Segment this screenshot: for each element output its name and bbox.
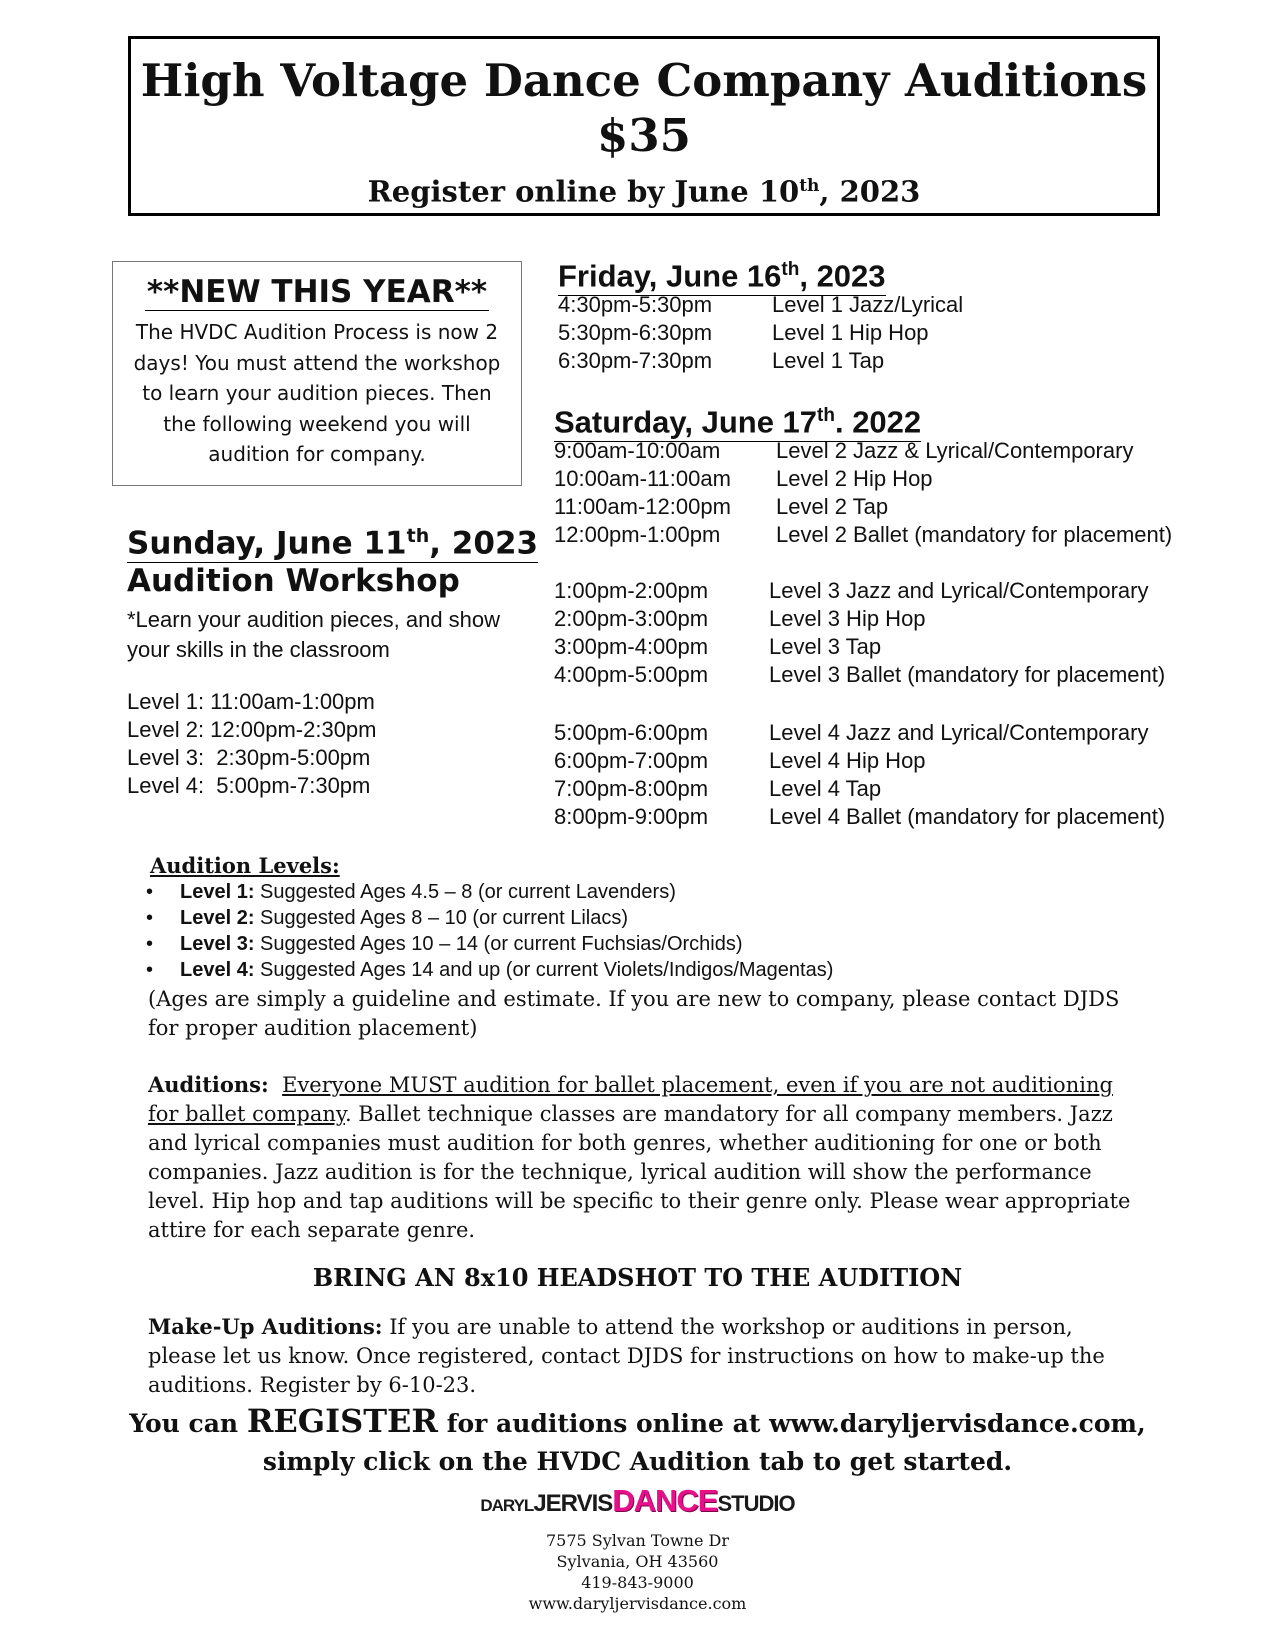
headshot-notice: BRING AN 8x10 HEADSHOT TO THE AUDITION — [312, 1263, 963, 1292]
registration-deadline-sup: th — [799, 176, 820, 196]
register-pre: You can — [129, 1409, 247, 1438]
page-title: High Voltage Dance Company Auditions — [140, 54, 1148, 107]
makeup-label: Make-Up Auditions: — [148, 1314, 383, 1339]
workshop-level-time: Level 1: 11:00am-1:00pm — [127, 689, 375, 714]
makeup-body: If you are unable to attend the workshop or auditions in person, please let us know. Once registered, contact DJDS for instructions on how to make-up the auditions. Register by 6-10-23. — [148, 1315, 1105, 1397]
schedule-class: Level 2 Ballet (mandatory for placement) — [776, 522, 1173, 547]
register-line-2: simply click on the HVDC Audition tab to get started. — [262, 1447, 1013, 1476]
saturday-date-text: Saturday, June 17 — [554, 404, 818, 440]
auditions-requirement: Everyone MUST audition for ballet placement, even if you are not auditioning for ballet company — [148, 1073, 1113, 1126]
audition-level-item — [180, 905, 628, 931]
registration-deadline — [131, 165, 1157, 213]
schedule-time: 10:00am-11:00am — [554, 466, 731, 491]
schedule-class: Level 4 Tap — [769, 776, 882, 801]
schedule-time: 2:00pm-3:00pm — [554, 606, 709, 631]
audition-level-label: Level 4: — [180, 959, 255, 981]
schedule-class: Level 4 Hip Hop — [769, 748, 926, 773]
schedule-time: 5:00pm-6:00pm — [554, 720, 709, 745]
registration-deadline-text: Register online by June 10 — [367, 174, 800, 209]
schedule-class: Level 1 Hip Hop — [772, 320, 929, 345]
address-street: 7575 Sylvan Towne Dr — [546, 1531, 729, 1550]
schedule-class: Level 3 Tap — [769, 634, 882, 659]
sunday-date-text: Sunday, June 11 — [127, 525, 407, 562]
friday-date-sup: th — [781, 259, 800, 280]
address-phone: 419-843-9000 — [581, 1573, 694, 1592]
makeup-paragraph — [148, 1312, 1133, 1400]
auditions-label: Auditions: — [148, 1072, 269, 1097]
logo-studio: STUDIO — [717, 1491, 795, 1516]
audition-price: $35 — [597, 109, 691, 162]
audition-level-label: Level 2: — [180, 907, 255, 929]
bullet: • — [146, 959, 154, 981]
audition-levels-title: Audition Levels: — [150, 853, 340, 878]
schedule-class: Level 3 Jazz and Lyrical/Contemporary — [769, 578, 1149, 603]
schedule-time: 4:00pm-5:00pm — [554, 662, 709, 687]
saturday-date-year: . 2022 — [834, 404, 922, 440]
schedule-time: 7:00pm-8:00pm — [554, 776, 709, 801]
friday-date-text: Friday, June 16 — [558, 258, 782, 294]
bullet: • — [146, 907, 154, 929]
audition-level-text: Suggested Ages 10 – 14 (or current Fuchsias/Orchids) — [254, 933, 743, 955]
bullet: • — [146, 933, 154, 955]
new-this-year-box — [112, 261, 522, 486]
logo-daryl: DARYL — [480, 1496, 534, 1515]
address-website[interactable]: www.daryljervisdance.com — [528, 1594, 747, 1613]
studio-logo — [0, 1484, 1275, 1524]
register-callout — [0, 1402, 1275, 1481]
address-city: Sylvania, OH 43560 — [556, 1552, 719, 1571]
workshop-level-time: Level 4: 5:00pm-7:30pm — [127, 773, 371, 798]
sunday-date-heading — [127, 517, 538, 563]
schedule-time: 12:00pm-1:00pm — [554, 522, 721, 547]
schedule-time: 1:00pm-2:00pm — [554, 578, 709, 603]
sunday-date-sup: th — [406, 525, 430, 547]
workshop-level-time: Level 2: 12:00pm-2:30pm — [127, 717, 377, 742]
schedule-time: 6:30pm-7:30pm — [558, 348, 713, 373]
audition-level-text: Suggested Ages 14 and up (or current Violets/Indigos/Magentas) — [254, 959, 834, 981]
register-link-text[interactable]: for auditions online at www.daryljervisdance.com, — [438, 1409, 1146, 1438]
audition-level-item — [180, 957, 833, 983]
new-this-year-body: The HVDC Audition Process is now 2 days! You must attend the workshop to learn your audition pieces. Then the following weekend you will audition for company. — [133, 320, 501, 466]
saturday-date-sup: th — [817, 405, 835, 426]
schedule-time: 11:00am-12:00pm — [554, 494, 731, 519]
schedule-class: Level 1 Jazz/Lyrical — [772, 292, 964, 317]
auditions-paragraph — [148, 1070, 1133, 1245]
audition-level-label: Level 3: — [180, 933, 255, 955]
schedule-time: 5:30pm-6:30pm — [558, 320, 713, 345]
audition-level-text: Suggested Ages 8 – 10 (or current Lilacs) — [254, 907, 629, 929]
schedule-class: Level 2 Hip Hop — [776, 466, 933, 491]
schedule-class: Level 4 Jazz and Lyrical/Contemporary — [769, 720, 1149, 745]
workshop-title: Audition Workshop — [127, 563, 460, 599]
schedule-time: 6:00pm-7:00pm — [554, 748, 709, 773]
friday-date-heading — [558, 251, 886, 296]
new-this-year-title: **NEW THIS YEAR** — [146, 274, 488, 310]
schedule-class: Level 3 Hip Hop — [769, 606, 926, 631]
audition-level-item — [180, 931, 743, 957]
schedule-class: Level 2 Tap — [776, 494, 889, 519]
schedule-class: Level 1 Tap — [772, 348, 885, 373]
sunday-date-year: , 2023 — [429, 525, 539, 562]
logo-jervis: JERVIS — [533, 1490, 613, 1517]
schedule-class: Level 3 Ballet (mandatory for placement) — [769, 662, 1166, 687]
schedule-time: 4:30pm-5:30pm — [558, 292, 713, 317]
schedule-time: 3:00pm-4:00pm — [554, 634, 709, 659]
register-emphasis: REGISTER — [246, 1402, 438, 1440]
register-line-1 — [0, 1402, 1275, 1443]
audition-level-label: Level 1: — [180, 881, 255, 903]
workshop-level-time: Level 3: 2:30pm-5:00pm — [127, 745, 371, 770]
registration-deadline-year: , 2023 — [819, 174, 921, 209]
logo-dance: DANCE — [612, 1483, 718, 1518]
header-box — [128, 36, 1160, 216]
schedule-time: 8:00pm-9:00pm — [554, 804, 709, 829]
schedule-class: Level 2 Jazz & Lyrical/Contemporary — [776, 438, 1134, 463]
audition-levels-note: (Ages are simply a guideline and estimate. If you are new to company, please contact DJDS for proper audition placement) — [148, 987, 1120, 1040]
workshop-note: *Learn your audition pieces, and show your skills in the classroom — [127, 607, 501, 662]
audition-level-text: Suggested Ages 4.5 – 8 (or current Lavenders) — [254, 881, 676, 903]
schedule-class: Level 4 Ballet (mandatory for placement) — [769, 804, 1166, 829]
friday-date-year: , 2023 — [799, 258, 886, 294]
schedule-time: 9:00am-10:00am — [554, 438, 721, 463]
saturday-date-heading — [554, 397, 921, 442]
audition-level-item — [180, 879, 676, 905]
bullet: • — [146, 881, 154, 903]
auditions-body: . Ballet technique classes are mandatory for all company members. Jazz and lyrical companies must audition for both genres, whether auditioning for one or both companies. Jazz audition is for the technique, lyrical audition will show the performance level. Hip hop and tap auditions will be specific to their genre only. Please wear appropriate attire for each separate genre. — [148, 1102, 1131, 1242]
